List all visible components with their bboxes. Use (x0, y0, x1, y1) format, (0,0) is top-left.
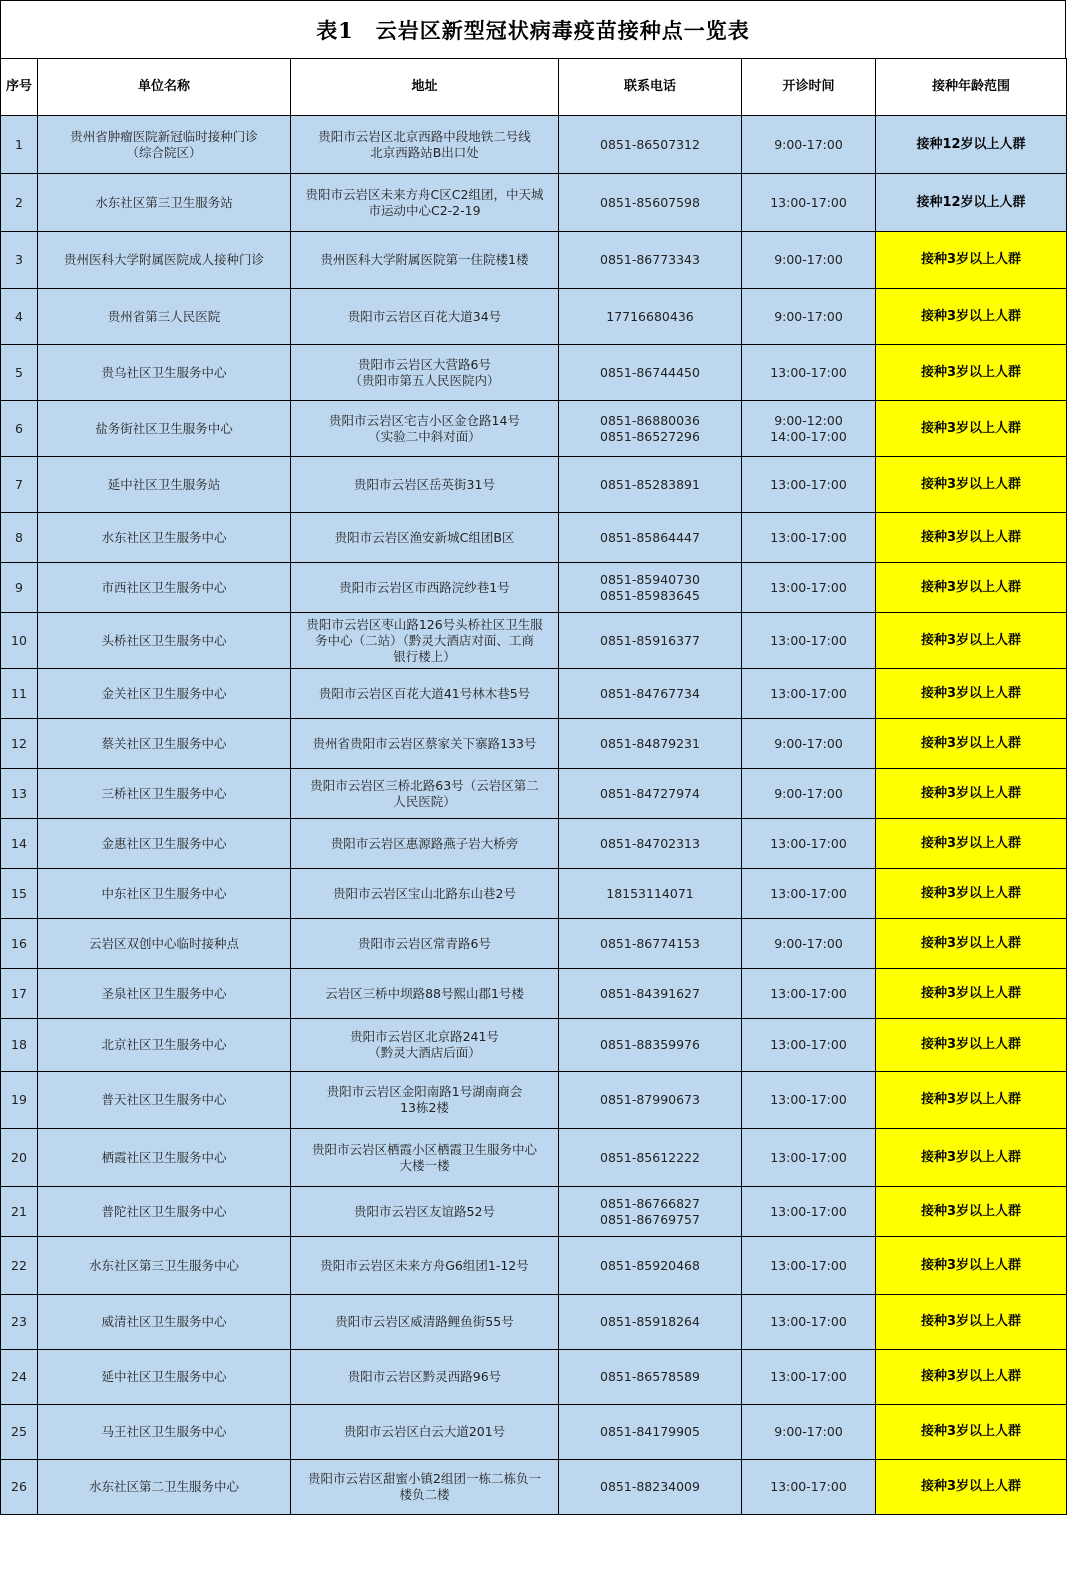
row-number: 15 (1, 869, 38, 919)
age-range-cell: 接种3岁以上人群 (876, 919, 1067, 969)
hours-cell: 13:00-17:00 (742, 613, 876, 669)
age-range-cell: 接种3岁以上人群 (876, 869, 1067, 919)
hours-cell: 13:00-17:00 (742, 563, 876, 613)
row-number: 22 (1, 1237, 38, 1295)
row-number: 10 (1, 613, 38, 669)
age-range-cell: 接种3岁以上人群 (876, 1460, 1067, 1515)
hours-cell: 13:00-17:00 (742, 1460, 876, 1515)
row-number: 19 (1, 1072, 38, 1129)
hours-cell: 13:00-17:00 (742, 457, 876, 513)
table-row (1, 719, 1067, 769)
row-number: 13 (1, 769, 38, 819)
address-cell: 贵阳市云岩区未来方舟G6组团1-12号 (291, 1237, 559, 1295)
age-range-cell: 接种3岁以上人群 (876, 1295, 1067, 1350)
table-row (1, 401, 1067, 457)
table-row (1, 563, 1067, 613)
address-cell: 贵阳市云岩区宝山北路东山巷2号 (291, 869, 559, 919)
address-cell: 贵阳市云岩区岳英街31号 (291, 457, 559, 513)
table-row (1, 1350, 1067, 1405)
header-row (1, 59, 1067, 116)
row-number: 4 (1, 289, 38, 345)
table-row (1, 1237, 1067, 1295)
phone-cell: 0851-85864447 (559, 513, 742, 563)
phone-cell: 0851-85916377 (559, 613, 742, 669)
phone-cell: 0851-85283891 (559, 457, 742, 513)
address-cell: 贵阳市云岩区三桥北路63号（云岩区第二 人民医院） (291, 769, 559, 819)
age-range-cell: 接种3岁以上人群 (876, 969, 1067, 1019)
hours-cell: 9:00-17:00 (742, 1405, 876, 1460)
row-number: 3 (1, 232, 38, 289)
table-row (1, 345, 1067, 401)
phone-cell: 0851-85920468 (559, 1237, 742, 1295)
hours-cell: 9:00-17:00 (742, 289, 876, 345)
age-range-cell: 接种3岁以上人群 (876, 289, 1067, 345)
unit-name-cell: 贵州省肿瘤医院新冠临时接种门诊 （综合院区） (38, 116, 291, 174)
table-row (1, 969, 1067, 1019)
address-cell: 贵阳市云岩区栖霞小区栖霞卫生服务中心 大楼一楼 (291, 1129, 559, 1187)
address-cell: 贵阳市云岩区百花大道41号林木巷5号 (291, 669, 559, 719)
row-number: 16 (1, 919, 38, 969)
age-range-cell: 接种3岁以上人群 (876, 1019, 1067, 1072)
row-number: 17 (1, 969, 38, 1019)
unit-name-cell: 水东社区第三卫生服务中心 (38, 1237, 291, 1295)
unit-name-cell: 金关社区卫生服务中心 (38, 669, 291, 719)
phone-cell: 0851-88234009 (559, 1460, 742, 1515)
address-cell: 贵阳市云岩区甜蜜小镇2组团一栋二栋负一 楼负二楼 (291, 1460, 559, 1515)
hours-cell: 13:00-17:00 (742, 1187, 876, 1237)
hours-cell: 13:00-17:00 (742, 1129, 876, 1187)
header-age-range: 接种年龄范围 (876, 59, 1067, 116)
table-row (1, 819, 1067, 869)
unit-name-cell: 贵乌社区卫生服务中心 (38, 345, 291, 401)
hours-cell: 13:00-17:00 (742, 669, 876, 719)
row-number: 9 (1, 563, 38, 613)
row-number: 1 (1, 116, 38, 174)
header-address: 地址 (291, 59, 559, 116)
phone-cell: 0851-86766827 0851-86769757 (559, 1187, 742, 1237)
age-range-cell: 接种3岁以上人群 (876, 345, 1067, 401)
age-range-cell: 接种3岁以上人群 (876, 513, 1067, 563)
unit-name-cell: 水东社区第二卫生服务中心 (38, 1460, 291, 1515)
unit-name-cell: 马王社区卫生服务中心 (38, 1405, 291, 1460)
table-row (1, 669, 1067, 719)
address-cell: 贵阳市云岩区惠源路燕子岩大桥旁 (291, 819, 559, 869)
address-cell: 贵阳市云岩区北京路241号 （黔灵大酒店后面） (291, 1019, 559, 1072)
hours-cell: 9:00-17:00 (742, 116, 876, 174)
address-cell: 贵州医科大学附属医院第一住院楼1楼 (291, 232, 559, 289)
unit-name-cell: 三桥社区卫生服务中心 (38, 769, 291, 819)
address-cell: 贵阳市云岩区大营路6号 （贵阳市第五人民医院内） (291, 345, 559, 401)
address-cell: 贵阳市云岩区渔安新城C组团B区 (291, 513, 559, 563)
age-range-cell: 接种3岁以上人群 (876, 1237, 1067, 1295)
age-range-cell: 接种3岁以上人群 (876, 1350, 1067, 1405)
table-row (1, 869, 1067, 919)
address-cell: 贵阳市云岩区百花大道34号 (291, 289, 559, 345)
address-cell: 贵阳市云岩区常青路6号 (291, 919, 559, 969)
phone-cell: 0851-85607598 (559, 174, 742, 232)
phone-cell: 0851-84391627 (559, 969, 742, 1019)
row-number: 20 (1, 1129, 38, 1187)
phone-cell: 18153114071 (559, 869, 742, 919)
table-row (1, 1187, 1067, 1237)
unit-name-cell: 金惠社区卫生服务中心 (38, 819, 291, 869)
hours-cell: 13:00-17:00 (742, 1072, 876, 1129)
phone-cell: 0851-86880036 0851-86527296 (559, 401, 742, 457)
phone-cell: 0851-86773343 (559, 232, 742, 289)
unit-name-cell: 蔡关社区卫生服务中心 (38, 719, 291, 769)
header-no: 序号 (1, 59, 38, 116)
hours-cell: 13:00-17:00 (742, 1019, 876, 1072)
row-number: 12 (1, 719, 38, 769)
address-cell: 云岩区三桥中坝路88号熙山郡1号楼 (291, 969, 559, 1019)
unit-name-cell: 延中社区卫生服务站 (38, 457, 291, 513)
unit-name-cell: 市西社区卫生服务中心 (38, 563, 291, 613)
header-hours: 开诊时间 (742, 59, 876, 116)
phone-cell: 0851-85918264 (559, 1295, 742, 1350)
unit-name-cell: 中东社区卫生服务中心 (38, 869, 291, 919)
table-row (1, 1295, 1067, 1350)
table-row (1, 457, 1067, 513)
hours-cell: 13:00-17:00 (742, 969, 876, 1019)
age-range-cell: 接种3岁以上人群 (876, 769, 1067, 819)
row-number: 26 (1, 1460, 38, 1515)
table-row (1, 769, 1067, 819)
hours-cell: 9:00-17:00 (742, 232, 876, 289)
age-range-cell: 接种3岁以上人群 (876, 1405, 1067, 1460)
age-range-cell: 接种3岁以上人群 (876, 457, 1067, 513)
row-number: 23 (1, 1295, 38, 1350)
phone-cell: 0851-84702313 (559, 819, 742, 869)
age-range-cell: 接种3岁以上人群 (876, 613, 1067, 669)
address-cell: 贵阳市云岩区金阳南路1号湖南商会 13栋2楼 (291, 1072, 559, 1129)
table-row (1, 513, 1067, 563)
unit-name-cell: 贵州医科大学附属医院成人接种门诊 (38, 232, 291, 289)
phone-cell: 0851-84727974 (559, 769, 742, 819)
hours-cell: 13:00-17:00 (742, 1237, 876, 1295)
age-range-cell: 接种3岁以上人群 (876, 819, 1067, 869)
table-row (1, 919, 1067, 969)
unit-name-cell: 普天社区卫生服务中心 (38, 1072, 291, 1129)
unit-name-cell: 水东社区第三卫生服务站 (38, 174, 291, 232)
hours-cell: 13:00-17:00 (742, 819, 876, 869)
unit-name-cell: 栖霞社区卫生服务中心 (38, 1129, 291, 1187)
row-number: 7 (1, 457, 38, 513)
hours-cell: 13:00-17:00 (742, 345, 876, 401)
phone-cell: 0851-84767734 (559, 669, 742, 719)
header-unit-name: 单位名称 (38, 59, 291, 116)
age-range-cell: 接种3岁以上人群 (876, 1129, 1067, 1187)
address-cell: 贵州省贵阳市云岩区蔡家关下寨路133号 (291, 719, 559, 769)
hours-cell: 9:00-17:00 (742, 719, 876, 769)
table-body (1, 116, 1067, 1515)
address-cell: 贵阳市云岩区未来方舟C区C2组团，中天城 市运动中心C2-2-19 (291, 174, 559, 232)
hours-cell: 9:00-17:00 (742, 769, 876, 819)
phone-cell: 0851-84879231 (559, 719, 742, 769)
table-row (1, 174, 1067, 232)
age-range-cell: 接种12岁以上人群 (876, 174, 1067, 232)
row-number: 6 (1, 401, 38, 457)
phone-cell: 0851-85940730 0851-85983645 (559, 563, 742, 613)
unit-name-cell: 延中社区卫生服务中心 (38, 1350, 291, 1405)
unit-name-cell: 北京社区卫生服务中心 (38, 1019, 291, 1072)
phone-cell: 0851-86774153 (559, 919, 742, 969)
address-cell: 贵阳市云岩区黔灵西路96号 (291, 1350, 559, 1405)
unit-name-cell: 云岩区双创中心临时接种点 (38, 919, 291, 969)
hours-cell: 13:00-17:00 (742, 174, 876, 232)
address-cell: 贵阳市云岩区市西路浣纱巷1号 (291, 563, 559, 613)
table-row (1, 232, 1067, 289)
hours-cell: 13:00-17:00 (742, 513, 876, 563)
phone-cell: 0851-84179905 (559, 1405, 742, 1460)
hours-cell: 9:00-17:00 (742, 919, 876, 969)
unit-name-cell: 盐务街社区卫生服务中心 (38, 401, 291, 457)
table-title: 表1 云岩区新型冠状病毒疫苗接种点一览表 (0, 0, 1066, 58)
unit-name-cell: 水东社区卫生服务中心 (38, 513, 291, 563)
row-number: 24 (1, 1350, 38, 1405)
unit-name-cell: 贵州省第三人民医院 (38, 289, 291, 345)
unit-name-cell: 圣泉社区卫生服务中心 (38, 969, 291, 1019)
row-number: 5 (1, 345, 38, 401)
row-number: 11 (1, 669, 38, 719)
address-cell: 贵阳市云岩区宅吉小区金仓路14号 （实验二中斜对面） (291, 401, 559, 457)
phone-cell: 0851-86744450 (559, 345, 742, 401)
unit-name-cell: 威清社区卫生服务中心 (38, 1295, 291, 1350)
phone-cell: 0851-87990673 (559, 1072, 742, 1129)
age-range-cell: 接种3岁以上人群 (876, 1072, 1067, 1129)
table-row (1, 289, 1067, 345)
phone-cell: 0851-86578589 (559, 1350, 742, 1405)
age-range-cell: 接种3岁以上人群 (876, 232, 1067, 289)
table-row (1, 1019, 1067, 1072)
address-cell: 贵阳市云岩区枣山路126号头桥社区卫生服 务中心（二站）（黔灵大酒店对面、工商 银行楼上） (291, 613, 559, 669)
phone-cell: 0851-86507312 (559, 116, 742, 174)
age-range-cell: 接种12岁以上人群 (876, 116, 1067, 174)
unit-name-cell: 普陀社区卫生服务中心 (38, 1187, 291, 1237)
age-range-cell: 接种3岁以上人群 (876, 719, 1067, 769)
table-row (1, 1072, 1067, 1129)
unit-name-cell: 头桥社区卫生服务中心 (38, 613, 291, 669)
hours-cell: 9:00-12:00 14:00-17:00 (742, 401, 876, 457)
phone-cell: 17716680436 (559, 289, 742, 345)
phone-cell: 0851-85612222 (559, 1129, 742, 1187)
hours-cell: 13:00-17:00 (742, 869, 876, 919)
row-number: 18 (1, 1019, 38, 1072)
address-cell: 贵阳市云岩区白云大道201号 (291, 1405, 559, 1460)
table-row (1, 1460, 1067, 1515)
phone-cell: 0851-88359976 (559, 1019, 742, 1072)
table-row (1, 613, 1067, 669)
address-cell: 贵阳市云岩区友谊路52号 (291, 1187, 559, 1237)
row-number: 8 (1, 513, 38, 563)
header-phone: 联系电话 (559, 59, 742, 116)
age-range-cell: 接种3岁以上人群 (876, 563, 1067, 613)
hours-cell: 13:00-17:00 (742, 1350, 876, 1405)
age-range-cell: 接种3岁以上人群 (876, 1187, 1067, 1237)
table-row (1, 1129, 1067, 1187)
address-cell: 贵阳市云岩区威清路鲤鱼街55号 (291, 1295, 559, 1350)
hours-cell: 13:00-17:00 (742, 1295, 876, 1350)
row-number: 25 (1, 1405, 38, 1460)
table-row (1, 116, 1067, 174)
age-range-cell: 接种3岁以上人群 (876, 669, 1067, 719)
row-number: 21 (1, 1187, 38, 1237)
vaccination-sites-table (0, 58, 1067, 1515)
age-range-cell: 接种3岁以上人群 (876, 401, 1067, 457)
row-number: 14 (1, 819, 38, 869)
address-cell: 贵阳市云岩区北京西路中段地铁二号线 北京西路站B出口处 (291, 116, 559, 174)
table-row (1, 1405, 1067, 1460)
row-number: 2 (1, 174, 38, 232)
